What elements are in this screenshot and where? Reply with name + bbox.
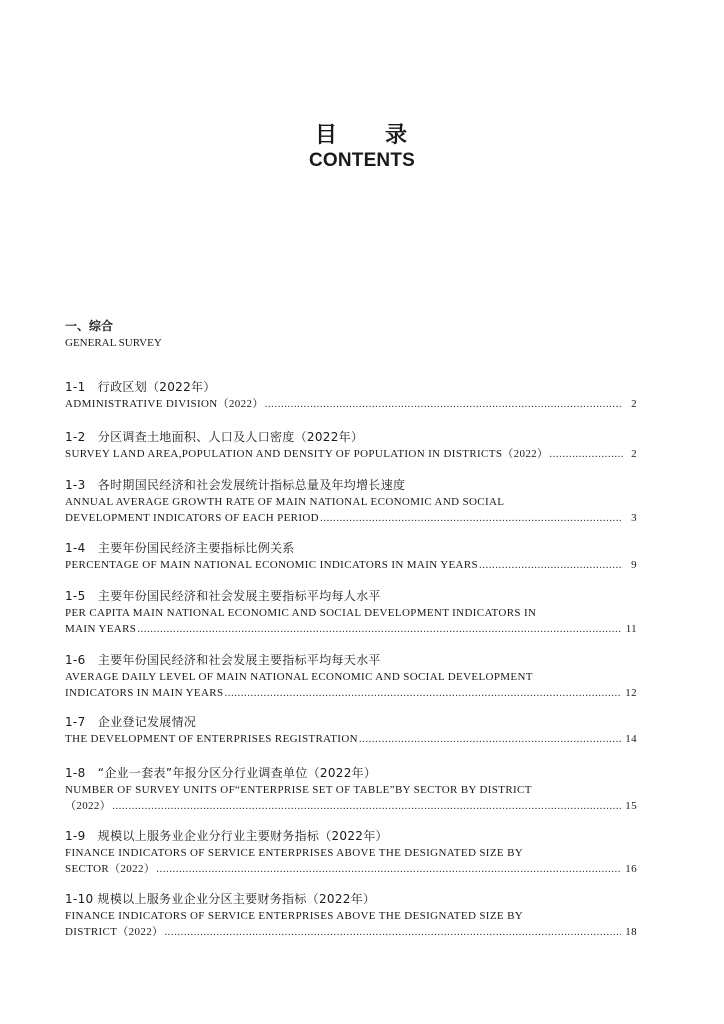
entry-english-line: THE DEVELOPMENT OF ENTERPRISES REGISTRATION (65, 733, 358, 745)
section-title-english: GENERAL SURVEY (65, 337, 162, 349)
entry-title-chinese: 1-1 行政区划（2022年） (65, 380, 216, 394)
page-number: 18 (625, 926, 637, 938)
entry-title-chinese: 1-6 主要年份国民经济和社会发展主要指标平均每天水平 (65, 653, 381, 667)
entry-english-line: AVERAGE DAILY LEVEL OF MAIN NATIONAL ECONOMIC AND SOCIAL DEVELOPMENT (65, 671, 533, 683)
title-char-2: 录 (385, 123, 410, 148)
entry-title-chinese: 1-3 各时期国民经济和社会发展统计指标总量及年均增长速度 (65, 478, 406, 492)
entry-english-line: INDICATORS IN MAIN YEARS (65, 687, 224, 699)
toc-entry[interactable] (65, 539, 637, 573)
dot-leader (164, 924, 621, 940)
title-char-1: 目 (314, 123, 339, 148)
entry-english-line: PERCENTAGE OF MAIN NATIONAL ECONOMIC INDICATORS IN MAIN YEARS (65, 559, 479, 571)
entry-title-chinese: 1-10 规模以上服务业企业分区主要财务指标（2022年） (65, 892, 376, 906)
page-number: 15 (625, 800, 637, 812)
dot-leader (112, 798, 621, 814)
entry-title-chinese: 1-8 “企业一套表”年报分区分行业调查单位（2022年） (65, 766, 377, 780)
entry-english-line: （2022） (65, 800, 112, 812)
toc-entry[interactable] (65, 827, 637, 877)
section-heading (65, 318, 162, 351)
entry-english-line: SURVEY LAND AREA,POPULATION AND DENSITY OF POPULATION IN DISTRICTS（2022） (65, 448, 549, 460)
entry-english-line: PER CAPITA MAIN NATIONAL ECONOMIC AND SOCIAL DEVELOPMENT INDICATORS IN (65, 607, 537, 619)
dot-leader (156, 861, 621, 877)
toc-entry[interactable] (65, 890, 637, 940)
entry-english-line: SECTOR（2022） (65, 863, 156, 875)
toc-entry[interactable] (65, 428, 637, 462)
entry-english-line: DISTRICT（2022） (65, 926, 164, 938)
dot-leader (549, 446, 623, 462)
dot-leader (137, 621, 621, 637)
page-number: 11 (625, 623, 637, 635)
dot-leader (224, 685, 621, 701)
section-title-chinese: 一、综合 (65, 319, 114, 333)
entry-english-line: FINANCE INDICATORS OF SERVICE ENTERPRISES ABOVE THE DESIGNATED SIZE BY (65, 910, 524, 922)
entry-title-english (65, 861, 637, 877)
toc-entry[interactable] (65, 587, 637, 637)
entry-english-line: ADMINISTRATIVE DIVISION（2022） (65, 398, 264, 410)
entry-title-chinese: 1-7 企业登记发展情况 (65, 715, 197, 729)
toc-entry[interactable] (65, 476, 637, 526)
page-title-english: CONTENTS (308, 150, 416, 171)
entry-title-chinese: 1-5 主要年份国民经济和社会发展主要指标平均每人水平 (65, 589, 381, 603)
page-number: 2 (631, 398, 637, 410)
dot-leader (359, 731, 621, 747)
entry-english-line: ANNUAL AVERAGE GROWTH RATE OF MAIN NATIONAL ECONOMIC AND SOCIAL (65, 496, 505, 508)
toc-entry[interactable] (65, 651, 637, 701)
dot-leader (320, 510, 623, 526)
dot-leader (479, 557, 623, 573)
entry-title-english (65, 621, 637, 637)
dot-leader (265, 396, 623, 412)
entry-english-line: MAIN YEARS (65, 623, 137, 635)
entry-title-english (65, 685, 637, 701)
entry-title-chinese: 1-2 分区调查土地面积、人口及人口密度（2022年） (65, 430, 364, 444)
entry-english-line: NUMBER OF SURVEY UNITS OF“ENTERPRISE SET OF TABLE”BY SECTOR BY DISTRICT (65, 784, 532, 796)
toc-entry[interactable] (65, 713, 637, 747)
entry-title-chinese: 1-4 主要年份国民经济主要指标比例关系 (65, 541, 295, 555)
entry-title-english (65, 446, 637, 462)
entry-title-chinese: 1-9 规模以上服务业企业分行业主要财务指标（2022年） (65, 829, 388, 843)
entry-title-english (65, 798, 637, 814)
page-number: 14 (625, 733, 637, 745)
entry-title-english (65, 396, 637, 412)
page-number: 12 (625, 687, 637, 699)
entry-title-english (65, 731, 637, 747)
page-number: 3 (631, 512, 637, 524)
entry-title-english (65, 924, 637, 940)
page-number: 9 (631, 559, 637, 571)
toc-entry[interactable] (65, 378, 637, 412)
toc-entry[interactable] (65, 764, 637, 814)
page-title-chinese (0, 118, 724, 149)
entry-english-line: FINANCE INDICATORS OF SERVICE ENTERPRISES ABOVE THE DESIGNATED SIZE BY (65, 847, 524, 859)
entry-title-english (65, 510, 637, 526)
entry-english-line: DEVELOPMENT INDICATORS OF EACH PERIOD (65, 512, 319, 524)
entry-title-english (65, 557, 637, 573)
page-number: 16 (625, 863, 637, 875)
page-number: 2 (631, 448, 637, 460)
